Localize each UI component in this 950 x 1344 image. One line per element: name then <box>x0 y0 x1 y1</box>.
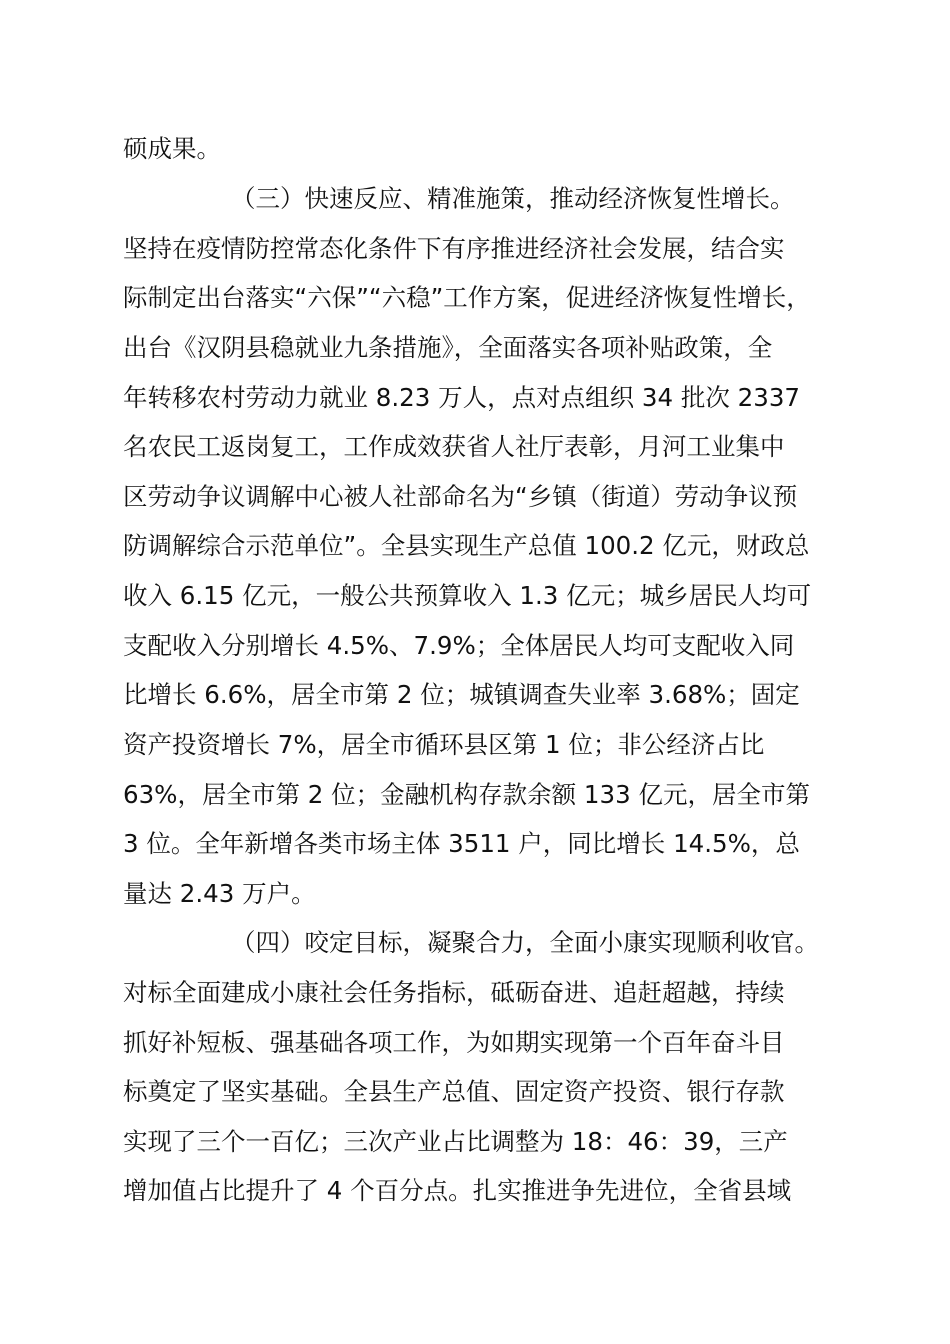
text-line: 比增长 6.6%，居全市第 2 位；城镇调查失业率 3.68%；固定 <box>123 680 800 709</box>
text-line: 抓好补短板、强基础各项工作，为如期实现第一个百年奋斗目 <box>123 1028 785 1057</box>
text-line: 防调解综合示范单位”。全县实现生产总值 100.2 亿元，财政总 <box>123 531 810 560</box>
text-line: 际制定出台落实“六保”“六稳”工作方案，促进经济恢复性增长， <box>123 283 811 312</box>
text-line: 实现了三个一百亿；三次产业占比调整为 18：46：39，三产 <box>123 1127 788 1156</box>
text-line: 坚持在疫情防控常态化条件下有序推进经济社会发展，结合实 <box>123 234 785 263</box>
section-heading-3: （三）快速反应、精准施策，推动经济恢复性增长。 <box>231 184 795 213</box>
text-line: 出台《汉阴县稳就业九条措施》，全面落实各项补贴政策，全 <box>123 333 773 362</box>
text-line: 支配收入分别增长 4.5%、7.9%；全体居民人均可支配收入同 <box>123 631 795 660</box>
text-line: 区劳动争议调解中心被人社部命名为“乡镇（街道）劳动争议预 <box>123 482 798 511</box>
text-line: 量达 2.43 万户。 <box>123 879 316 908</box>
text-line: 名农民工返岗复工，工作成效获省人社厅表彰，月河工业集中 <box>123 432 785 461</box>
text-line: 年转移农村劳动力就业 8.23 万人，点对点组织 34 批次 2337 <box>123 383 801 412</box>
text-line: 63%，居全市第 2 位；金融机构存款余额 133 亿元，居全市第 <box>123 780 810 809</box>
text-line: 3 位。全年新增各类市场主体 3511 户，同比增长 14.5%，总 <box>123 829 800 858</box>
text-line: 对标全面建成小康社会任务指标，砥砺奋进、追赶超越，持续 <box>123 978 785 1007</box>
text-line: 标奠定了坚实基础。全县生产总值、固定资产投资、银行存款 <box>123 1077 785 1106</box>
text-line: 收入 6.15 亿元，一般公共预算收入 1.3 亿元；城乡居民人均可 <box>123 581 812 610</box>
text-line: 硕成果。 <box>123 134 221 163</box>
text-line: 资产投资增长 7%，居全市循环县区第 1 位；非公经济占比 <box>123 730 765 759</box>
section-heading-4: （四）咬定目标，凝聚合力，全面小康实现顺利收官。 <box>231 928 819 957</box>
text-line: 增加值占比提升了 4 个百分点。扎实推进争先进位，全省县域 <box>123 1176 792 1205</box>
